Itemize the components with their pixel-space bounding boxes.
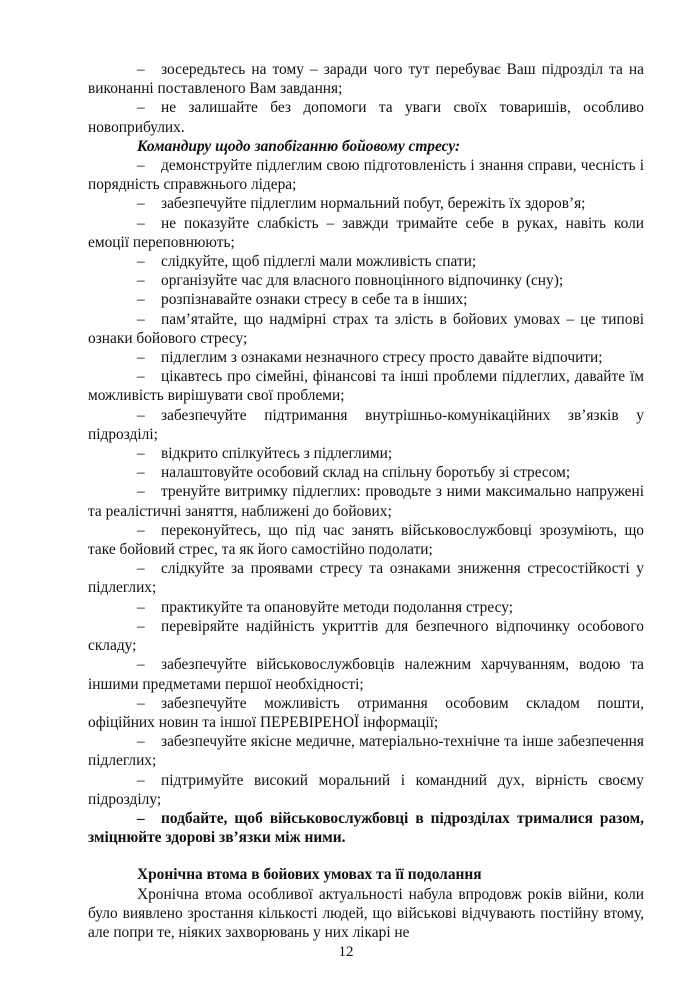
list-item (88, 809, 644, 847)
list-item-text: забезпечуйте якісне медичне, матеріально-технічне та інше забезпечення підлеглих; (88, 733, 644, 770)
dash-bullet: – (137, 253, 145, 271)
list-item-text: налаштовуйте особовий склад на спільну боротьбу зі стресом; (161, 464, 571, 482)
dash-bullet: – (137, 445, 145, 463)
list-item-text: забезпечуйте можливість отримання особовим складом пошти, офіційних новин та іншої ПЕРЕВІРЕНОЇ інформації; (88, 694, 644, 731)
dash-bullet: – (137, 310, 145, 328)
dash-bullet: – (137, 694, 145, 712)
list-item-text: розпізнавайте ознаки стресу в себе та в інших; (161, 291, 468, 309)
dash-bullet: – (137, 368, 145, 386)
list-item (88, 617, 644, 655)
dash-bullet: – (137, 406, 145, 424)
dash-bullet: – (137, 598, 145, 616)
list-item (88, 694, 644, 732)
commander-heading: Командиру щодо запобіганню бойовому стресу: (137, 137, 461, 155)
list-item (88, 60, 644, 98)
dash-bullet: – (137, 157, 145, 175)
page-number: 12 (338, 944, 354, 960)
dash-bullet: – (137, 195, 145, 213)
list-item (88, 252, 644, 271)
list-item-text: слідкуйте, щоб підлеглі мали можливість спати; (161, 253, 477, 271)
dash-bullet: – (137, 809, 145, 827)
list-item-text: підлеглим з ознаками незначного стресу просто давайте відпочити; (161, 349, 603, 367)
list-item-text: цікавтесь про сімейні, фінансові та інші проблеми підлеглих, давайте їм можливість вирішувати свої проблеми; (88, 368, 644, 405)
list-item-text: забезпечуйте підтримання внутрішньо-комунікаційних зв’язків у підрозділі; (88, 406, 644, 443)
list-item-text: перевіряйте надійність укриттів для безпечного відпочинку особового складу; (88, 617, 644, 655)
list-item (88, 406, 644, 444)
dash-bullet: – (137, 733, 145, 751)
list-item (88, 463, 644, 482)
dash-bullet: – (137, 483, 145, 501)
dash-bullet: – (137, 617, 145, 635)
dash-bullet: – (137, 771, 145, 789)
list-item-text: не залишайте без допомоги та уваги своїх товаришів, особливо новоприбулих. (88, 99, 644, 136)
list-item (88, 598, 644, 617)
list-item-text: відкрито спілкуйтесь з підлеглими; (161, 445, 393, 463)
dash-bullet: – (137, 272, 145, 290)
list-item (88, 310, 644, 348)
section-paragraph: Хронічна втома особливої актуальності набула впродовж років війни, коли було виявлено зростання кількості людей, що військові відчувають постійну втому, але попри те, ніяких захворювань у них лікарі не (88, 885, 644, 941)
list-item (88, 367, 644, 405)
list-item (88, 214, 644, 252)
list-item-text: переконуйтесь, що під час занять військовослужбовці зрозуміють, що таке бойовий стрес, та як його самостійно подолати; (88, 521, 644, 559)
dash-bullet: – (137, 99, 145, 117)
list-item-text: не показуйте слабкість – завжди тримайте себе в руках, навіть коли емоції переповнюють; (88, 214, 644, 251)
list-item (88, 559, 644, 597)
list-item (88, 444, 644, 463)
list-item (88, 271, 644, 290)
list-item (88, 194, 644, 213)
document-page (88, 60, 644, 942)
list-item (88, 482, 644, 520)
dash-bullet: – (137, 521, 145, 539)
dash-bullet: – (137, 349, 145, 367)
list-item (88, 521, 644, 559)
list-item (88, 732, 644, 770)
list-item-text: тренуйте витримку підлеглих: проводьте з ними максимально напружені та реалістичні заняття, наближені до бойових; (88, 483, 644, 520)
list-item (88, 98, 644, 136)
list-item (88, 655, 644, 693)
section-title: Хронічна втома в бойових умовах та її подолання (137, 866, 482, 884)
list-item (88, 156, 644, 194)
dash-bullet: – (137, 214, 145, 232)
list-item (88, 771, 644, 809)
dash-bullet: – (137, 291, 145, 309)
list-item-text: зосередьтесь на тому – заради чого тут перебуває Ваш підрозділ та на виконанні поставленого Вам завдання; (88, 61, 644, 98)
dash-bullet: – (137, 560, 145, 578)
list-item-text: подбайте, щоб військовослужбовці в підрозділах трималися разом, зміцнюйте здорові зв’язки між ними. (88, 809, 644, 847)
dash-bullet: – (137, 656, 145, 674)
list-item (88, 290, 644, 309)
list-item-text: демонструйте підлеглим свою підготовленість і знання справи, чесність і порядність справжнього лідера; (88, 157, 644, 194)
list-item-text: забезпечуйте військовослужбовців належним харчуванням, водою та іншими предметами першої необхідності; (88, 656, 644, 693)
list-item (88, 348, 644, 367)
dash-bullet: – (137, 464, 145, 482)
list-item-text: забезпечуйте підлеглим нормальний побут, бережіть їх здоров’я; (161, 195, 586, 213)
list-item-text: підтримуйте високий моральний і командний дух, вірність своєму підрозділу; (88, 771, 644, 808)
list-item-text: організуйте час для власного повноцінного відпочинку (сну); (161, 272, 564, 290)
dash-bullet: – (137, 61, 145, 78)
list-item-text: практикуйте та опановуйте методи подолання стресу; (161, 598, 513, 616)
list-item-text: слідкуйте за проявами стресу та ознаками зниження стресостійкості у підлеглих; (88, 560, 644, 597)
list-item-text: пам’ятайте, що надмірні страх та злість в бойових умовах – це типові ознаки бойового стресу; (88, 310, 644, 347)
